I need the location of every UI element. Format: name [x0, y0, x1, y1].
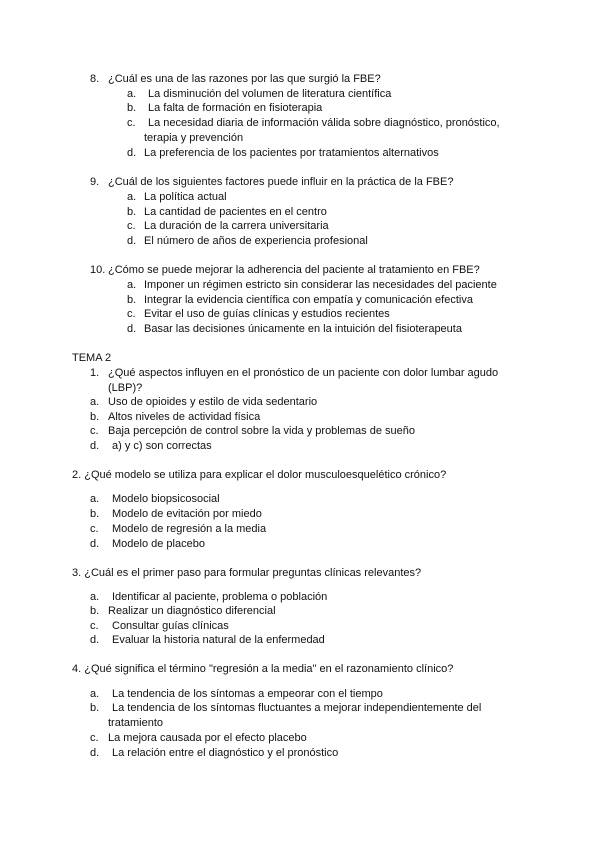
q8-option-b-letter: b.: [127, 102, 137, 114]
q9-number: 9.: [90, 176, 100, 188]
q9-option-d-letter: d.: [127, 235, 137, 247]
t2q2-option-a: Modelo biopsicosocial: [112, 493, 220, 505]
q10-option-b: Integrar la evidencia científica con empatía y comunicación efectiva: [144, 294, 473, 306]
t2q4-option-b-letter: b.: [90, 702, 100, 714]
q10-option-c-letter: c.: [127, 308, 136, 320]
q10-option-d-letter: d.: [127, 323, 137, 335]
t2q3-question: 3. ¿Cuál es el primer paso para formular preguntas clínicas relevantes?: [72, 567, 422, 579]
t2q4-option-d: La relación entre el diagnóstico y el pronóstico: [112, 747, 339, 759]
t2q2-question: 2. ¿Qué modelo se utiliza para explicar el dolor musculoesquelético crónico?: [72, 469, 447, 481]
q9-option-d: El número de años de experiencia profesional: [144, 235, 368, 247]
t2q3-option-c-letter: c.: [90, 620, 99, 632]
t2q1-question-cont: (LBP)?: [108, 382, 143, 394]
t2q1-question: ¿Qué aspectos influyen en el pronóstico de un paciente con dolor lumbar agudo: [108, 367, 499, 379]
t2q4-option-a-letter: a.: [90, 688, 100, 700]
t2q2-option-c-letter: c.: [90, 523, 99, 535]
q10-option-c: Evitar el uso de guías clínicas y estudios recientes: [144, 308, 390, 320]
t2q1-option-b-letter: b.: [90, 411, 100, 423]
t2q4-option-c-letter: c.: [90, 732, 99, 744]
q8-number: 8.: [90, 73, 100, 85]
t2q4-option-c: La mejora causada por el efecto placebo: [108, 732, 307, 744]
q10-number: 10.: [90, 264, 106, 276]
t2q1-option-a: Uso de opioides y estilo de vida sedentario: [108, 396, 318, 408]
q8-option-c-cont: terapia y prevención: [144, 132, 244, 144]
q8-option-a: La disminución del volumen de literatura científica: [148, 88, 392, 100]
q9-option-a: La política actual: [144, 191, 227, 203]
t2q2-option-b: Modelo de evitación por miedo: [112, 508, 262, 520]
t2q2-option-b-letter: b.: [90, 508, 100, 520]
q9-option-c: La duración de la carrera universitaria: [144, 220, 329, 232]
q8-question: ¿Cuál es una de las razones por las que surgió la FBE?: [108, 73, 381, 85]
q8-option-d-letter: d.: [127, 147, 137, 159]
t2q4-option-d-letter: d.: [90, 747, 100, 759]
t2q4-option-b: La tendencia de los síntomas fluctuantes a mejorar independientemente del: [112, 702, 482, 714]
q10-option-b-letter: b.: [127, 294, 137, 306]
q8-option-a-letter: a.: [127, 88, 137, 100]
q9-option-b-letter: b.: [127, 206, 137, 218]
t2q2-option-c: Modelo de regresión a la media: [112, 523, 267, 535]
t2q2-option-d: Modelo de placebo: [112, 538, 205, 550]
q10-question: ¿Cómo se puede mejorar la adherencia del paciente al tratamiento en FBE?: [108, 264, 480, 276]
q9-question: ¿Cuál de los siguientes factores puede influir en la práctica de la FBE?: [108, 176, 454, 188]
q9-option-b: La cantidad de pacientes en el centro: [144, 206, 327, 218]
t2q3-option-d-letter: d.: [90, 634, 100, 646]
t2q4-option-b-cont: tratamiento: [108, 717, 164, 729]
t2q3-option-c: Consultar guías clínicas: [112, 620, 229, 632]
t2q2-option-d-letter: d.: [90, 538, 100, 550]
t2q1-option-c: Baja percepción de control sobre la vida y problemas de sueño: [108, 425, 415, 437]
q10-option-a-letter: a.: [127, 279, 137, 291]
q8-option-c-letter: c.: [127, 117, 136, 129]
t2q2-option-a-letter: a.: [90, 493, 100, 505]
t2q1-option-d: a) y c) son correctas: [112, 440, 212, 452]
q8-option-d: La preferencia de los pacientes por tratamientos alternativos: [144, 147, 439, 159]
t2q1-number: 1.: [90, 367, 100, 379]
t2q1-option-c-letter: c.: [90, 425, 99, 437]
t2q4-question: 4. ¿Qué significa el término "regresión a la media" en el razonamiento clínico?: [72, 663, 454, 675]
q8-option-c: La necesidad diaria de información válida sobre diagnóstico, pronóstico,: [148, 117, 500, 129]
q9-option-a-letter: a.: [127, 191, 137, 203]
t2q1-option-a-letter: a.: [90, 396, 100, 408]
t2q3-option-b: Realizar un diagnóstico diferencial: [108, 605, 276, 617]
q9-option-c-letter: c.: [127, 220, 136, 232]
t2q3-option-a: Identificar al paciente, problema o población: [112, 591, 328, 603]
t2q1-option-d-letter: d.: [90, 440, 100, 452]
t2q3-option-b-letter: b.: [90, 605, 100, 617]
t2q1-option-b: Altos niveles de actividad física: [108, 411, 261, 423]
q10-option-a: Imponer un régimen estricto sin considerar las necesidades del paciente: [144, 279, 497, 291]
t2q3-option-a-letter: a.: [90, 591, 100, 603]
q10-option-d: Basar las decisiones únicamente en la intuición del fisioterapeuta: [144, 323, 462, 335]
section-title-tema-2: TEMA 2: [72, 352, 112, 364]
t2q4-option-a: La tendencia de los síntomas a empeorar con el tiempo: [112, 688, 383, 700]
t2q3-option-d: Evaluar la historia natural de la enfermedad: [112, 634, 325, 646]
q8-option-b: La falta de formación en fisioterapia: [148, 102, 323, 114]
